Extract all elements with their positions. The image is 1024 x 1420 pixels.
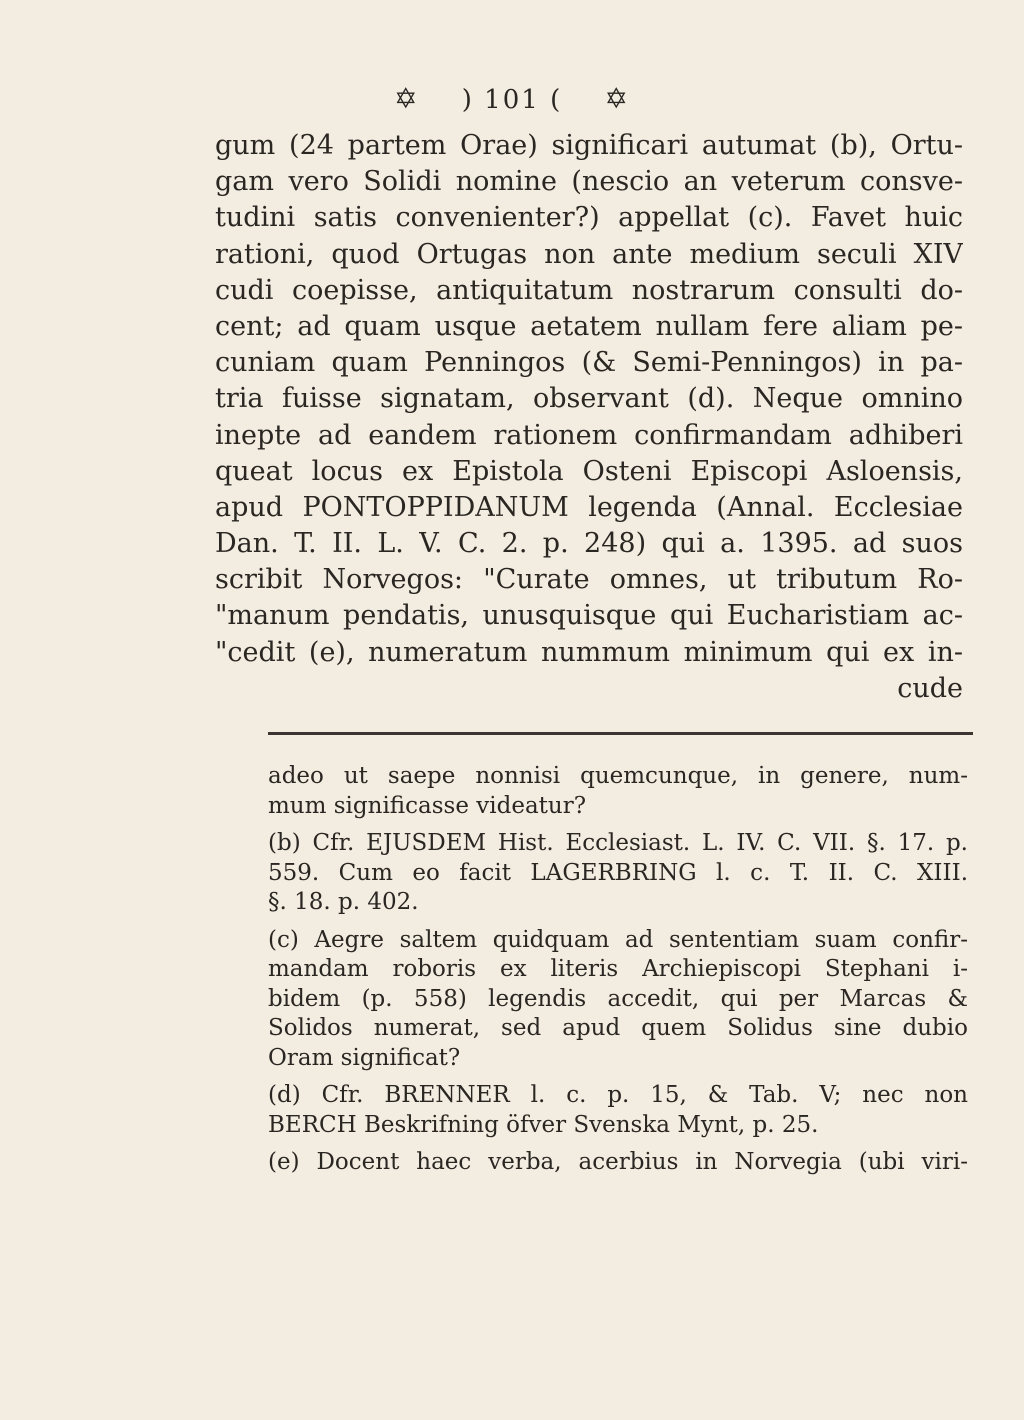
star-ornament-right-icon: ✡ <box>604 82 630 115</box>
footnote-line: 559. Cum eo facit LAGERBRING l. c. T. II. C. XIII. <box>268 859 968 886</box>
footnote-line: mum significasse videatur? <box>268 792 587 819</box>
catchword: cude <box>897 672 963 704</box>
footnote-line: mandam roboris ex literis Archiepiscopi Stephani i- <box>268 956 968 982</box>
text-line: rationi, quod Ortugas non ante medium seculi XIV <box>215 238 963 270</box>
text-line: gam vero Solidi nomine (nescio an veterum consve- <box>215 166 963 198</box>
text-line: cent; ad quam usque aetatem nullam fere aliam pe- <box>215 310 963 342</box>
text-line: scribit Norvegos: "Curate omnes, ut tributum Ro- <box>215 564 963 596</box>
footnotes-block <box>268 762 968 1186</box>
footnote-b <box>268 829 968 918</box>
footnote-continuation <box>268 762 968 821</box>
footnote-line: §. 18. p. 402. <box>268 889 419 915</box>
footnote-line: bidem (p. 558) legendis accedit, qui per Marcas & <box>268 985 968 1012</box>
text-line: tria fuisse signatam, observant (d). Neque omnino <box>215 383 963 415</box>
text-line: inepte ad eandem rationem confirmandam adhiberi <box>215 419 963 451</box>
footnote-line: Oram significat? <box>268 1044 461 1071</box>
footnote-line: adeo ut saepe nonnisi quemcunque, in genere, num- <box>268 763 968 789</box>
text-line: cudi coepisse, antiquitatum nostrarum consulti do- <box>215 274 963 306</box>
footnote-e <box>268 1148 968 1178</box>
footnote-line: (c) Aegre saltem quidquam ad sententiam suam confir- <box>268 926 968 953</box>
text-line: "cedit (e), numeratum nummum minimum qui ex in- <box>215 636 963 668</box>
footnote-line: (d) Cfr. BRENNER l. c. p. 15, & Tab. V; nec non <box>268 1082 968 1108</box>
page-header <box>0 82 1024 122</box>
footnote-divider <box>268 732 973 735</box>
page-number: ) 101 ( <box>461 85 563 115</box>
text-line: cuniam quam Penningos (& Semi-Penningos) in pa- <box>215 347 963 379</box>
text-line: tudini satis convenienter?) appellat (c). Favet huic <box>215 202 963 234</box>
footnote-line: BERCH Beskrifning öfver Svenska Mynt, p. 25. <box>268 1111 819 1138</box>
main-text-block <box>215 128 963 707</box>
footnote-line: (e) Docent haec verba, acerbius in Norvegia (ubi viri- <box>268 1149 968 1175</box>
text-line: apud PONTOPPIDANUM legenda (Annal. Ecclesiae <box>215 491 963 523</box>
footnote-d <box>268 1081 968 1140</box>
footnote-line: (b) Cfr. EJUSDEM Hist. Ecclesiast. L. IV. C. VII. §. 17. p. <box>268 830 968 856</box>
star-ornament-left-icon: ✡ <box>394 82 420 115</box>
text-line: queat locus ex Epistola Osteni Episcopi Asloensis, <box>215 455 963 487</box>
text-line: gum (24 partem Orae) significari autumat (b), Ortu- <box>215 130 963 161</box>
text-line: "manum pendatis, unusquisque qui Eucharistiam ac- <box>215 600 963 632</box>
footnote-line: Solidos numerat, sed apud quem Solidus sine dubio <box>268 1015 968 1041</box>
footnote-c <box>268 926 968 1074</box>
text-line: Dan. T. II. L. V. C. 2. p. 248) qui a. 1395. ad suos <box>215 528 963 560</box>
